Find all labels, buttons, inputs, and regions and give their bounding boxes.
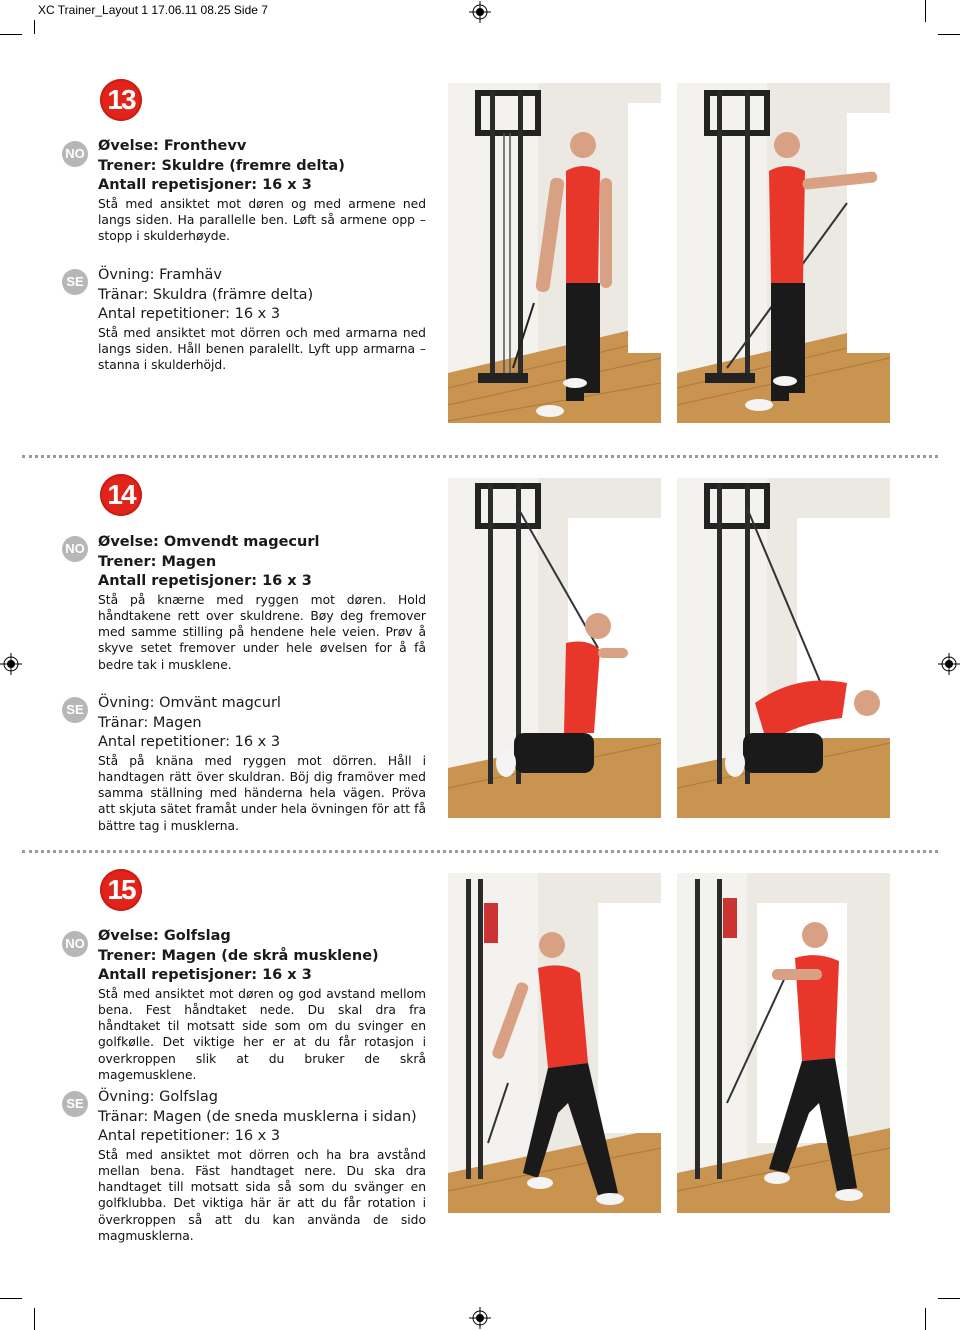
exercise-number-badge: 14 [100, 474, 142, 516]
exercise-description: Stå på knærne med ryggen mot døren. Hold håndtakene rett over skuldrene. Bøy deg fremover med samme stilling på hendene hele veien. Prøv å skyve setet fremover under hele øvelsen for å få bedre tak i musklene. [98, 592, 426, 672]
exercise-title: Övning: Golfslag [98, 1089, 219, 1105]
crop-mark [938, 34, 960, 35]
exercise-text-no [98, 533, 426, 673]
crop-mark [938, 1298, 960, 1299]
exercise-photo [448, 873, 661, 1213]
exercise-reps: Antall repetisjoner: 16 x 3 [98, 967, 312, 983]
crop-mark [925, 0, 926, 22]
exercise-trainer: Trener: Magen (de skrå musklene) [98, 947, 379, 964]
exercise-title: Övning: Framhäv [98, 267, 223, 283]
registration-mark-icon [469, 1307, 491, 1329]
exercise-description: Stå på knäna med ryggen mot dörren. Håll i handtagen rätt över skuldran. Böj dig framöver med samma ställning med händerna hela vägen. Pröva att skjuta sätet framåt under hela övningen för att få bättre tag i musklerna. [98, 753, 426, 833]
lang-tag-se: SE [62, 1091, 88, 1117]
exercise-reps: Antall repetisjoner: 16 x 3 [98, 573, 312, 589]
exercise-photo [448, 83, 661, 423]
exercise-trainer: Tränar: Skuldra (främre delta) [98, 286, 314, 303]
crop-mark [34, 1308, 35, 1330]
exercise-text-no [98, 137, 426, 244]
exercise-trainer: Tränar: Magen (de sneda musklerna i sidan) [98, 1108, 417, 1125]
crop-mark [0, 1298, 22, 1299]
exercise-trainer: Trener: Magen [98, 553, 217, 570]
exercise-trainer: Tränar: Magen [98, 714, 202, 731]
exercise-reps: Antal repetitioner: 16 x 3 [98, 734, 281, 750]
exercise-description: Stå med ansiktet mot døren og god avstand mellom bena. Fest håndtaket nede. Du skal dra fra håndtaket til motsatt side som om du svinger en golfkølle. Det viktige her er at du får rotasjon i overkroppen slik at du bruker de skrå magemusklene. [98, 986, 426, 1082]
exercise-text-se [98, 266, 426, 373]
registration-mark-icon [938, 653, 960, 675]
lang-tag-se: SE [62, 697, 88, 723]
exercise-title: Øvelse: Omvendt magecurl [98, 534, 320, 550]
exercise-text-se [98, 1088, 426, 1244]
registration-mark-icon [469, 1, 491, 23]
exercise-reps: Antal repetitioner: 16 x 3 [98, 1128, 281, 1144]
exercise-reps: Antal repetitioner: 16 x 3 [98, 306, 281, 322]
exercise-photo [677, 83, 890, 423]
crop-mark [34, 20, 35, 34]
exercise-title: Øvelse: Golfslag [98, 928, 231, 944]
exercise-title: Øvelse: Fronthevv [98, 138, 247, 154]
exercise-description: Stå med ansiktet mot døren og med armene ned langs siden. Ha parallelle ben. Løft så armene opp – stopp i skulderhøyde. [98, 196, 426, 244]
exercise-reps: Antall repetisjoner: 16 x 3 [98, 177, 312, 193]
exercise-photo [677, 873, 890, 1213]
lang-tag-se: SE [62, 269, 88, 295]
exercise-title: Övning: Omvänt magcurl [98, 695, 281, 711]
exercise-trainer: Trener: Skuldre (fremre delta) [98, 157, 345, 174]
exercise-description: Stå med ansiktet mot dörren och med armarna ned langs siden. Håll benen paralellt. Lyft upp armarna – stanna i skulderhöjd. [98, 325, 426, 373]
exercise-photo [677, 478, 890, 818]
exercise-description: Stå med ansiktet mot dörren och ha bra avstånd mellan bena. Fäst handtaget nere. Du ska dra handtaget till motsatt sida så som du svänger en golfklubba. Det viktiga här är att du får rotation i överkroppen så att du kan använda de sido magmusklerna. [98, 1147, 426, 1243]
print-slug: XC Trainer_Layout 1 17.06.11 08.25 Side 7 [38, 3, 268, 17]
lang-tag-no: NO [62, 141, 88, 167]
crop-mark [0, 34, 22, 35]
lang-tag-no: NO [62, 536, 88, 562]
section-divider [22, 455, 938, 458]
section-divider [22, 850, 938, 853]
exercise-number-badge: 15 [100, 869, 142, 911]
exercise-number-badge: 13 [100, 79, 142, 121]
exercise-text-no [98, 927, 426, 1083]
registration-mark-icon [0, 653, 22, 675]
crop-mark [925, 1308, 926, 1330]
exercise-text-se [98, 694, 426, 834]
lang-tag-no: NO [62, 931, 88, 957]
exercise-photo [448, 478, 661, 818]
